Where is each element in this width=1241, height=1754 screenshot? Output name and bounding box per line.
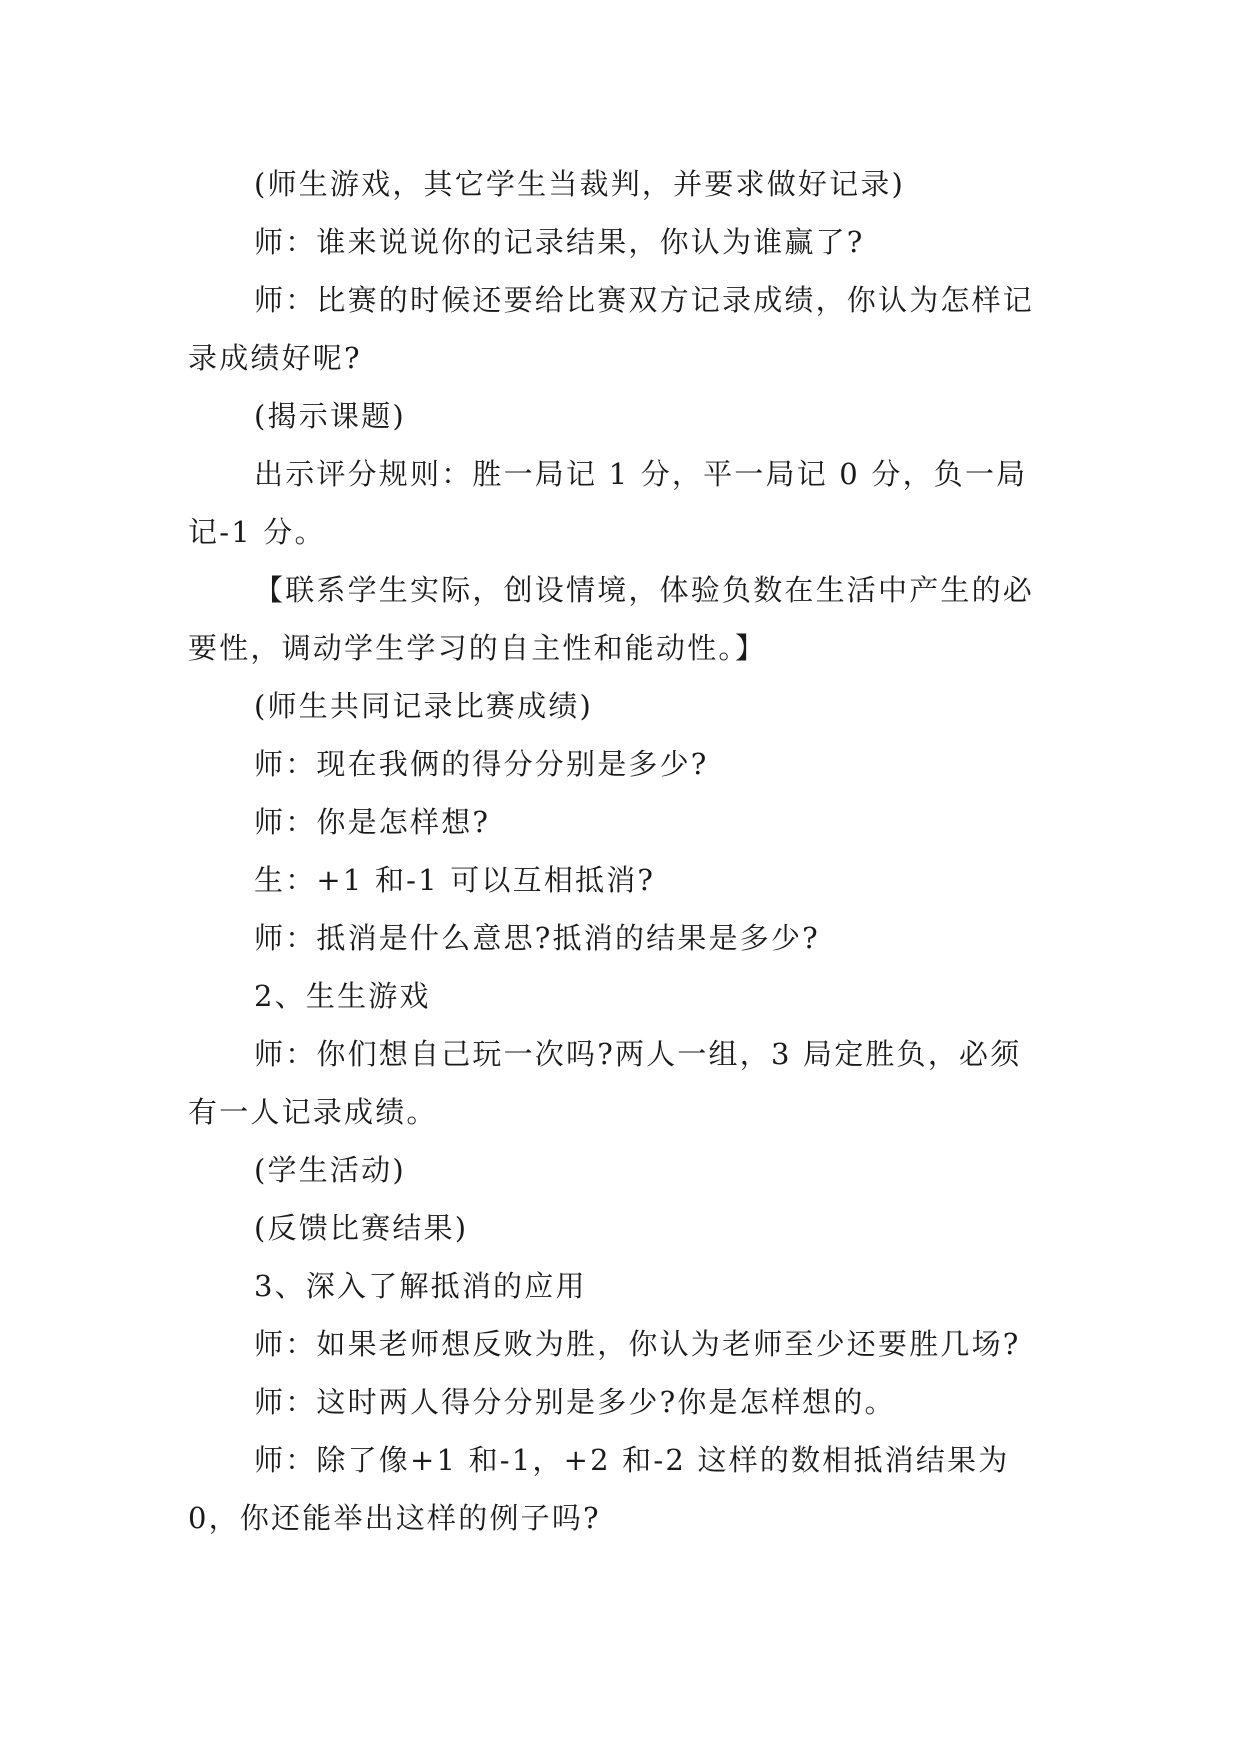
paragraph: (揭示课题) [254, 399, 406, 433]
document-body [188, 155, 1048, 1547]
paragraph: (学生活动) [254, 1153, 406, 1187]
paragraph: (反馈比赛结果) [254, 1211, 469, 1245]
paragraph: (师生共同记录比赛成绩) [254, 689, 594, 723]
paragraph: 师：抵消是什么意思?抵消的结果是多少? [254, 921, 820, 955]
paragraph: 师：你是怎样想? [254, 805, 491, 839]
paragraph: 师：现在我俩的得分分别是多少? [254, 747, 709, 781]
paragraph: 3、深入了解抵消的应用 [254, 1269, 587, 1303]
paragraph: 师：这时两人得分分别是多少?你是怎样想的。 [254, 1385, 896, 1419]
paragraph: 师：你们想自己玩一次吗?两人一组，3 局定胜负，必须有一人记录成绩。 [188, 1037, 1022, 1129]
paragraph: 师：如果老师想反败为胜，你认为老师至少还要胜几场? [254, 1327, 1021, 1361]
paragraph: 师：谁来说说你的记录结果，你认为谁赢了? [254, 225, 865, 259]
paragraph: 出示评分规则：胜一局记 1 分，平一局记 0 分，负一局记-1 分。 [188, 457, 1028, 549]
paragraph: 生：+1 和-1 可以互相抵消? [254, 863, 656, 897]
paragraph: 2、生生游戏 [254, 979, 431, 1013]
paragraph: 师：除了像+1 和-1，+2 和-2 这样的数相抵消结果为 0，你还能举出这样的例子吗? [188, 1443, 1010, 1535]
paragraph: (师生游戏，其它学生当裁判，并要求做好记录) [254, 167, 906, 201]
paragraph: 师：比赛的时候还要给比赛双方记录成绩，你认为怎样记录成绩好呢? [188, 283, 1035, 375]
paragraph: 【联系学生实际，创设情境，体验负数在生活中产生的必要性，调动学生学习的自主性和能动性。】 [188, 573, 1035, 665]
